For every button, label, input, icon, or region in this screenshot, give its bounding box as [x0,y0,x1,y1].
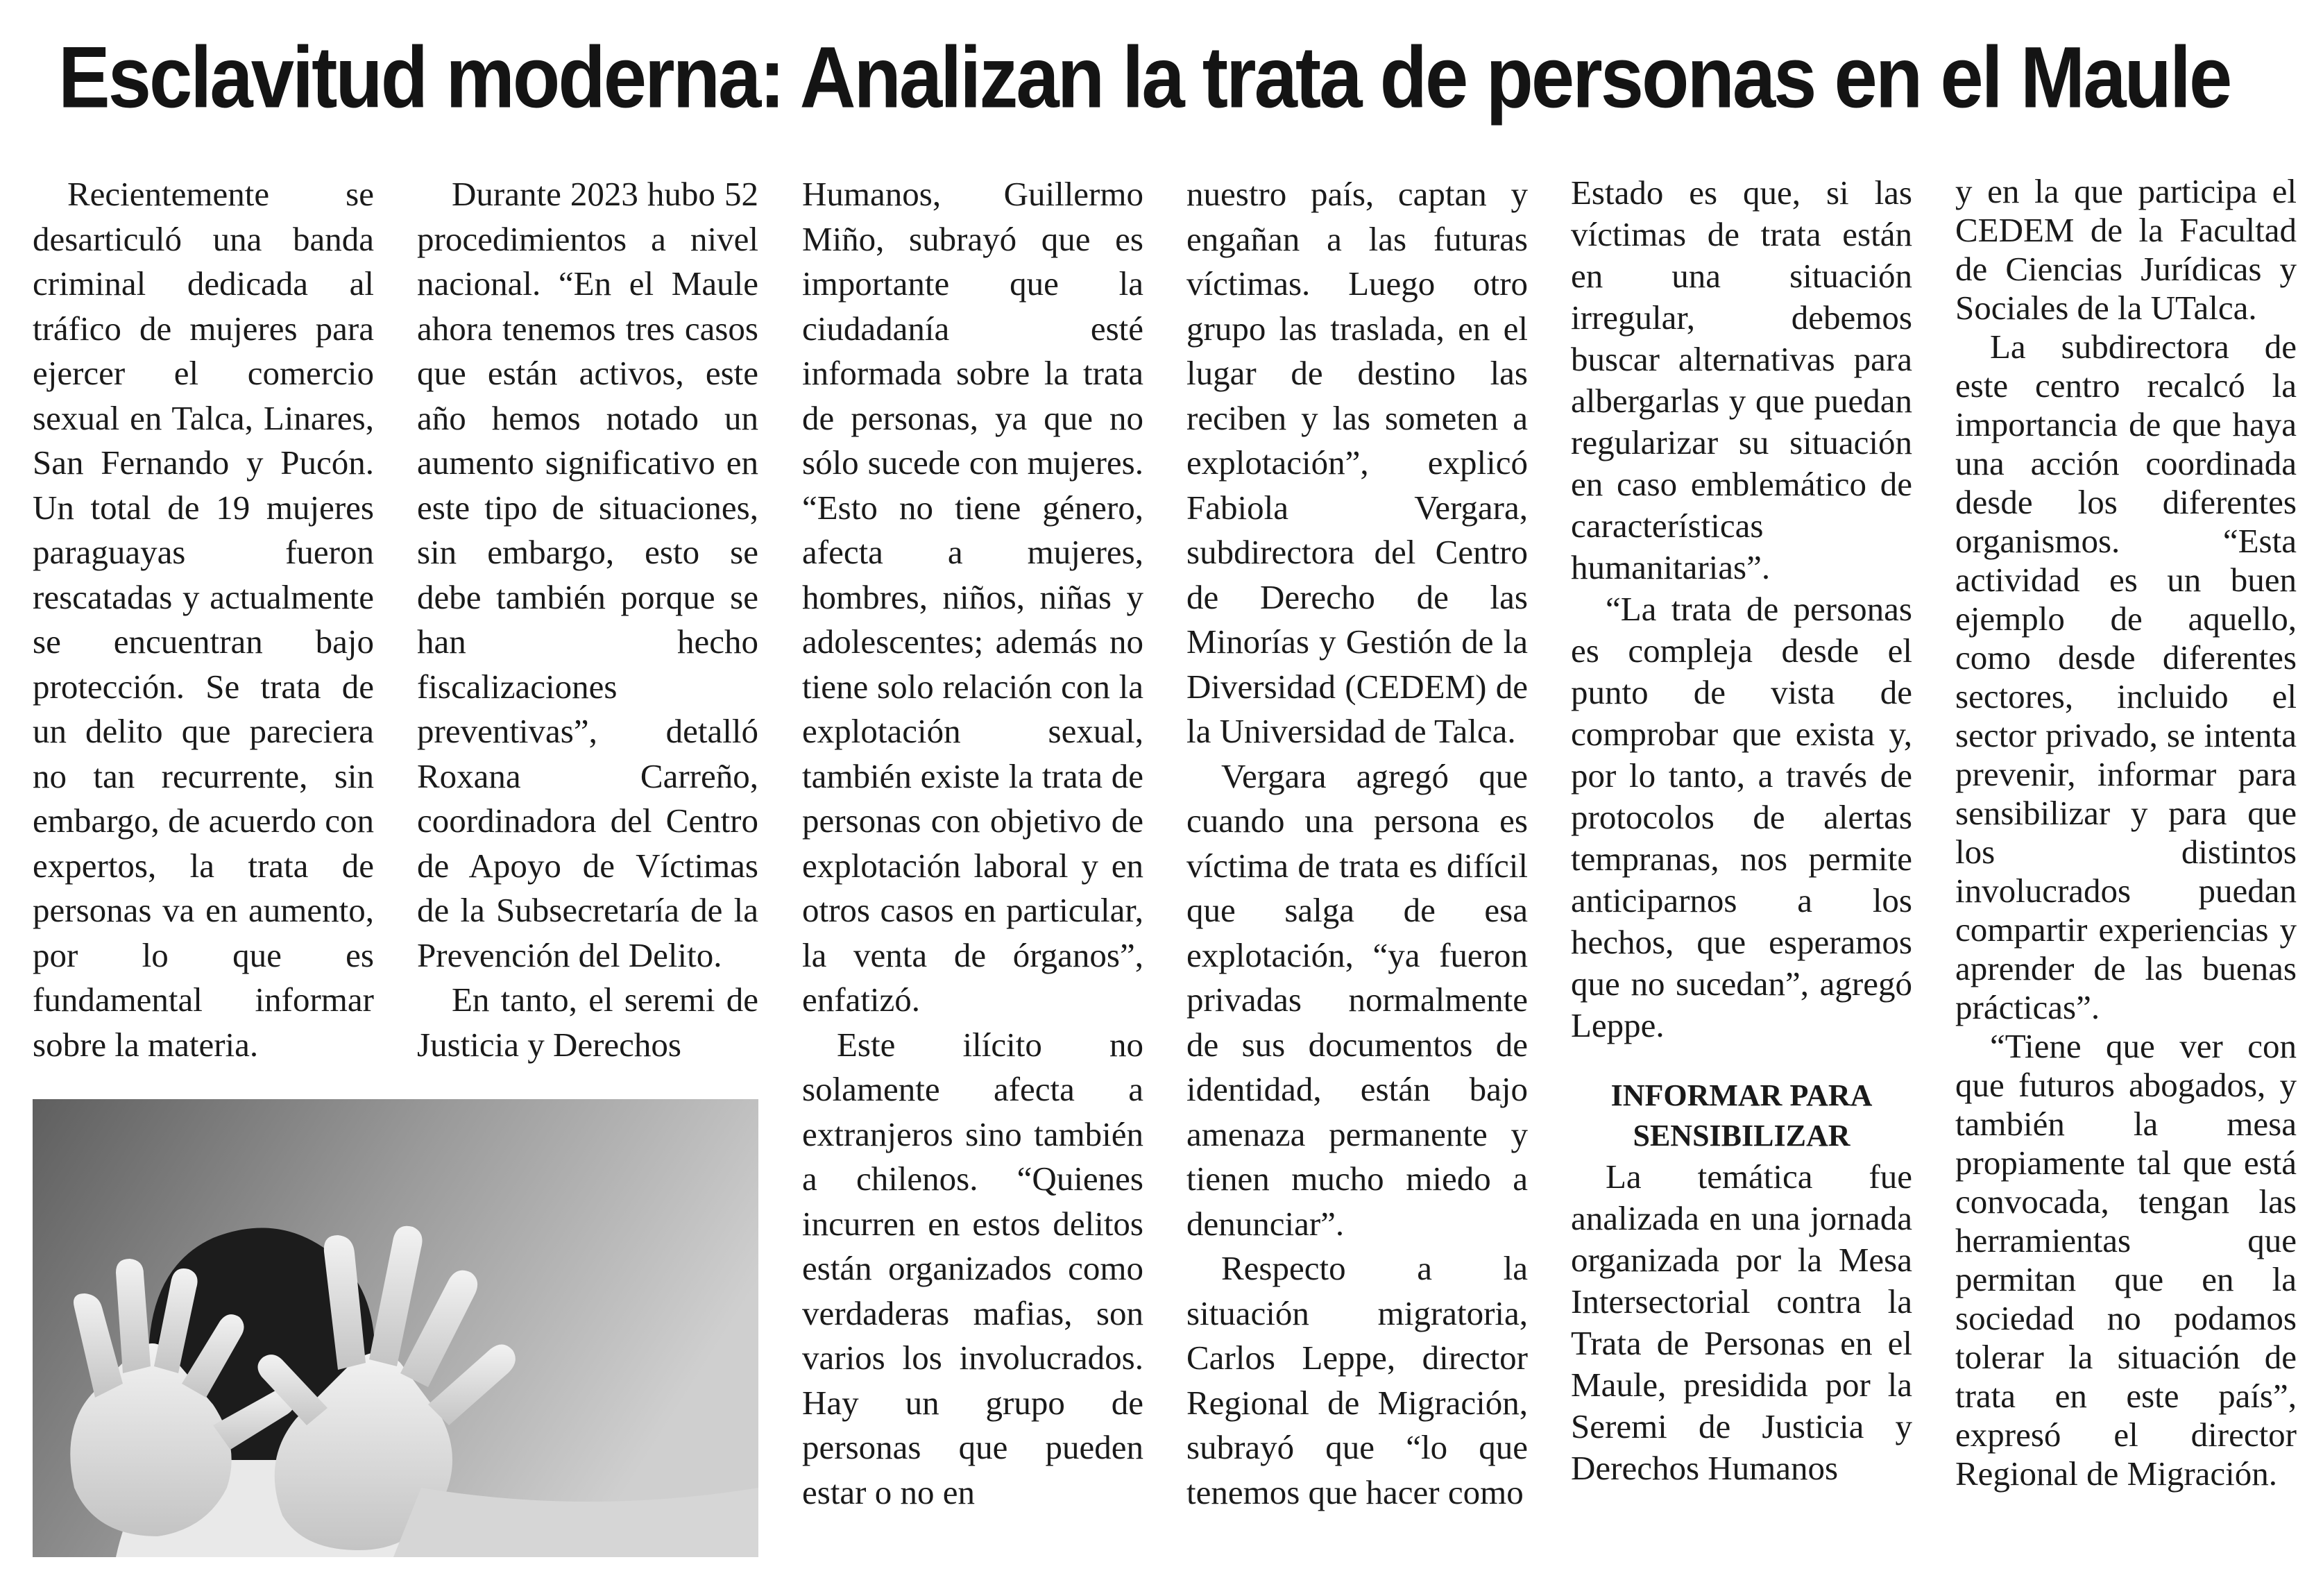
headline: Esclavitud moderna: Analizan la trata de personas en el Maule [58,28,2231,126]
article-column-5 [1571,172,1912,1489]
paragraph: Humanos, Guillermo Miño, subrayó que es importante que la ciudadanía esté informada sobre la trata de personas, ya que no sólo sucede con mujeres. “Esto no tiene género, afecta a mujeres, hombres, niños, niñas y adolescentes; además no tiene solo relación con la explotación sexual, también existe la trata de personas con objetivo de explotación laboral y en otros casos en particular, la venta de órganos”, enfatizó. [802,175,1143,1019]
section-subhead: INFORMAR PARA SENSIBILIZAR [1610,1078,1873,1153]
paragraph: La subdirectora de este centro recalcó la importancia de que haya una acción coordinada desde los diferentes organismos. “Esta actividad es un buen ejemplo de aquello, como desde diferentes sectores, incluido el sector privado, se intenta prevenir, informar para sensibilizar y para que los distintos involucrados puedan compartir experiencias y aprender de las buenas prácticas”. [1955,328,2297,1026]
paragraph: Respecto a la situación migratoria, Carlos Leppe, director Regional de Migración, subrayó que “lo que tenemos que hacer como [1186,1249,1528,1511]
article-column-4 [1186,172,1528,1515]
article-column-6 [1955,172,2297,1493]
paragraph: nuestro país, captan y engañan a las futuras víctimas. Luego otro grupo las traslada, en el lugar de destino las reciben y las someten a explotación”, explicó Fabiola Vergara, subdirectora del Centro de Derecho de las Minorías y Gestión de la Diversidad (CEDEM) de la Universidad de Talca. [1186,175,1528,750]
paragraph: Estado es que, si las víctimas de trata están en una situación irregular, debemos buscar alternativas para albergarlas y que puedan regularizar su situación en caso emblemático de características humanitarias”. [1571,173,1912,586]
paragraph: Durante 2023 hubo 52 procedimientos a nivel nacional. “En el Maule ahora tenemos tres casos que están activos, este año hemos notado un aumento significativo en este tipo de situaciones, sin embargo, esto se debe también porque se han hecho fiscalizaciones preventivas”, detalló Roxana Carreño, coordinadora del Centro de Apoyo de Víctimas de la Subsecretaría de la Prevención del Delito. [417,175,758,974]
paragraph: Este ilícito no solamente afecta a extranjeros sino también a chilenos. “Quienes incurren en estos delitos están organizados como verdaderas mafias, son varios los involucrados. Hay un grupo de personas que pueden estar o no en [802,1025,1143,1511]
paragraph: En tanto, el seremi de Justicia y Derechos [417,980,758,1064]
article-column-1 [33,172,374,1067]
article-column-3 [802,172,1143,1515]
woman-crossed-hands-photo [33,1099,758,1557]
paragraph: “La trata de personas es compleja desde el punto de vista de comprobar que exista y, por lo tanto, a través de protocolos de alertas tempranas, nos permite anticiparnos a los hechos, que esperamos que no sucedan”, agregó Leppe. [1571,590,1912,1044]
paragraph: y en la que participa el CEDEM de la Facultad de Ciencias Jurídicas y Sociales de la UTalca. [1955,172,2297,327]
article-column-2 [417,172,758,1067]
photo-illustration [33,1099,758,1557]
paragraph: La temática fue analizada en una jornada organizada por la Mesa Intersectorial contra la Trata de Personas en el Maule, presidida por la Seremi de Justicia y Derechos Humanos [1571,1157,1912,1487]
paragraph: Vergara agregó que cuando una persona es víctima de trata es difícil que salga de esa explotación, “ya fueron privadas normalmente de sus documentos de identidad, están bajo amenaza permanente y tienen mucho miedo a denunciar”. [1186,756,1528,1243]
paragraph: “Tiene que ver con que futuros abogados, y también la mesa propiamente tal que está convocada, tengan las herramientas que permitan que en la sociedad no podamos tolerar la situación de trata en este país”, expresó el director Regional de Migración. [1955,1027,2297,1493]
paragraph: Recientemente se desarticuló una banda criminal dedicada al tráfico de mujeres para ejercer el comercio sexual en Talca, Linares, San Fernando y Pucón. Un total de 19 mujeres paraguayas fueron rescatadas y actualmente se encuentran bajo protección. Se trata de un delito que pareciera no tan recurrente, sin embargo, de acuerdo con expertos, la trata de personas va en aumento, por lo que es fundamental informar sobre la materia. [33,175,374,1064]
